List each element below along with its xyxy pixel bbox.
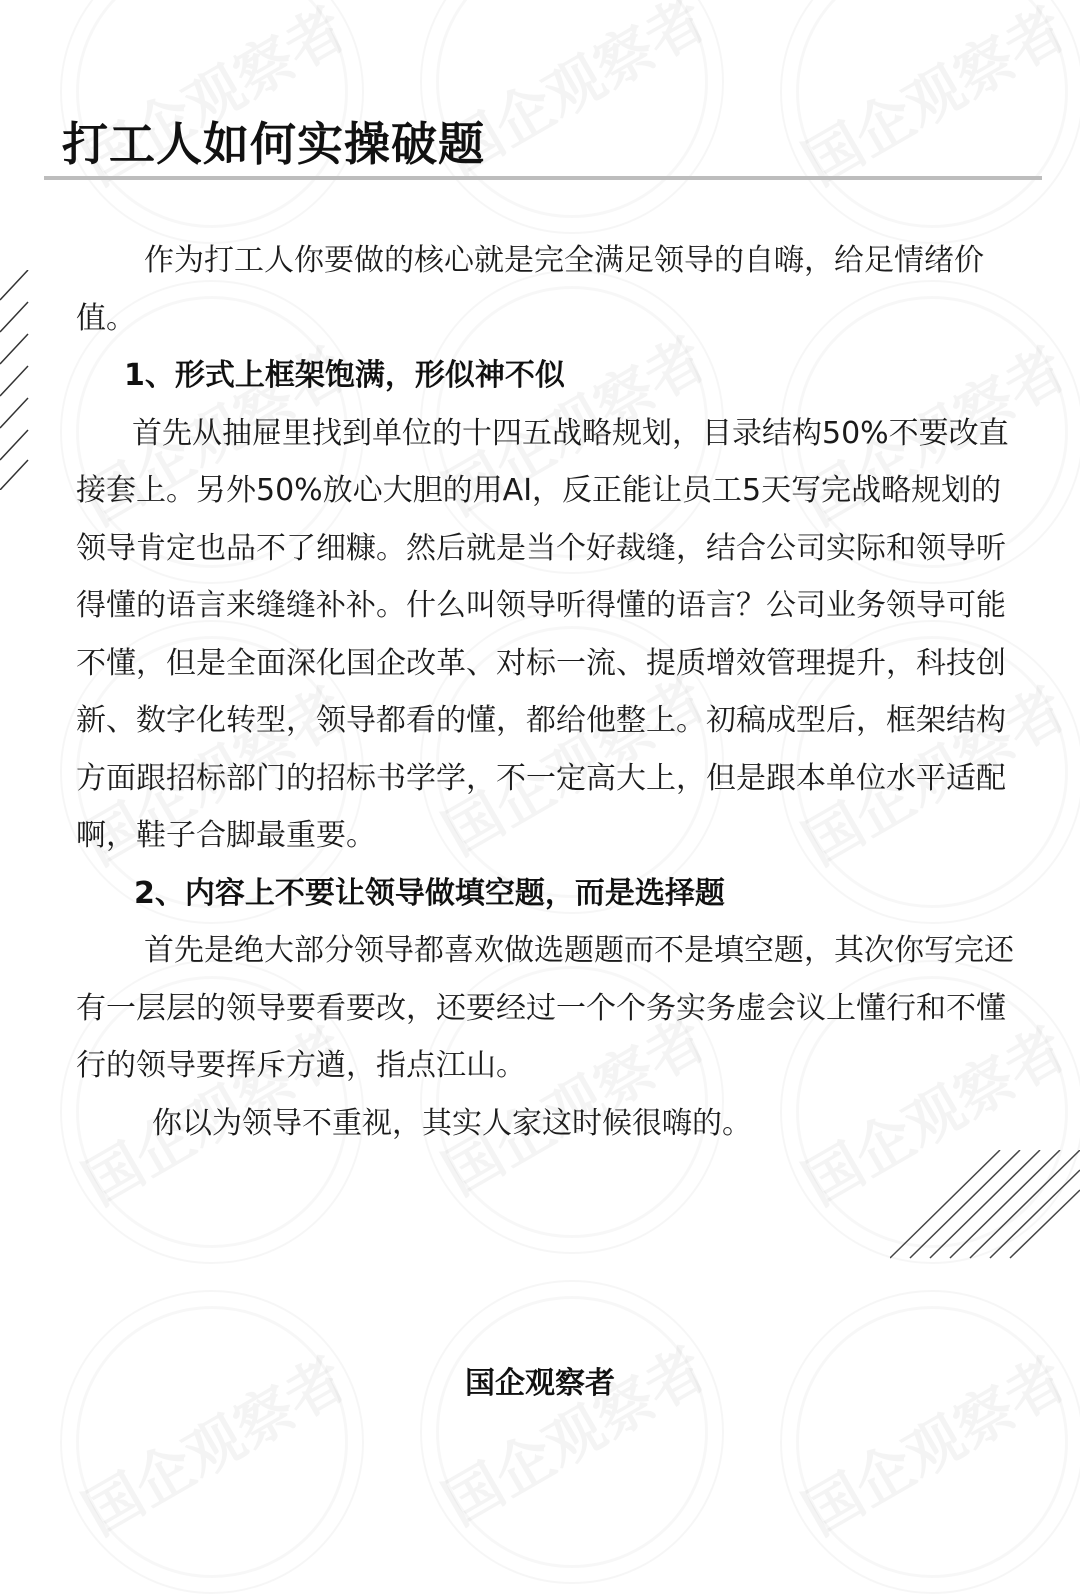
left-hatch-decoration	[0, 270, 40, 490]
watermark-stamp	[420, 1280, 724, 1584]
section-1-paragraph: 首先从抽屉里找到单位的十四五战略规划，目录结构50%不要改直接套上。另外50%放心大胆的用AI，反正能让员工5天写完战略规划的领导肯定也品不了细糠。然后就是当个好裁缝，结合公司实际和领导听得懂的语言来缝缝补补。什么叫领导听得懂的语言？公司业务领导可能不懂，但是全面深化国企改革、对标一流、提质增效管理提升，科技创新、数字化转型，领导都看的懂，都给他整上。初稿成型后，框架结构方面跟招标部门的招标书学学，不一定高大上，但是跟本单位水平适配啊，鞋子合脚最重要。	[76, 415, 1009, 853]
title-divider	[44, 176, 1042, 180]
section-2-paragraph: 首先是绝大部分领导都喜欢做选题题而不是填空题，其次你写完还有一层层的领导要看要改，还要经过一个个务实务虚会议上懂行和不懂行的领导要挥斥方遒，指点江山。	[76, 933, 1014, 1083]
watermark-stamp	[780, 0, 1080, 244]
watermark-stamp	[780, 1290, 1080, 1594]
page-title: 打工人如何实操破题	[62, 117, 485, 171]
right-hatch-decoration	[890, 1150, 1080, 1260]
intro-paragraph: 作为打工人你要做的核心就是完全满足领导的自嗨，给足情绪价值。	[76, 243, 984, 336]
article-body	[76, 232, 1016, 1152]
watermark-stamp	[60, 1290, 364, 1594]
closing-paragraph: 你以为领导不重视，其实人家这时候很嗨的。	[152, 1105, 752, 1141]
section-heading-1: 1、形式上框架饱满，形似神不似	[124, 358, 565, 393]
footer-brand: 国企观察者	[465, 1366, 615, 1401]
section-heading-2: 2、内容上不要让领导做填空题，而是选择题	[134, 875, 725, 911]
